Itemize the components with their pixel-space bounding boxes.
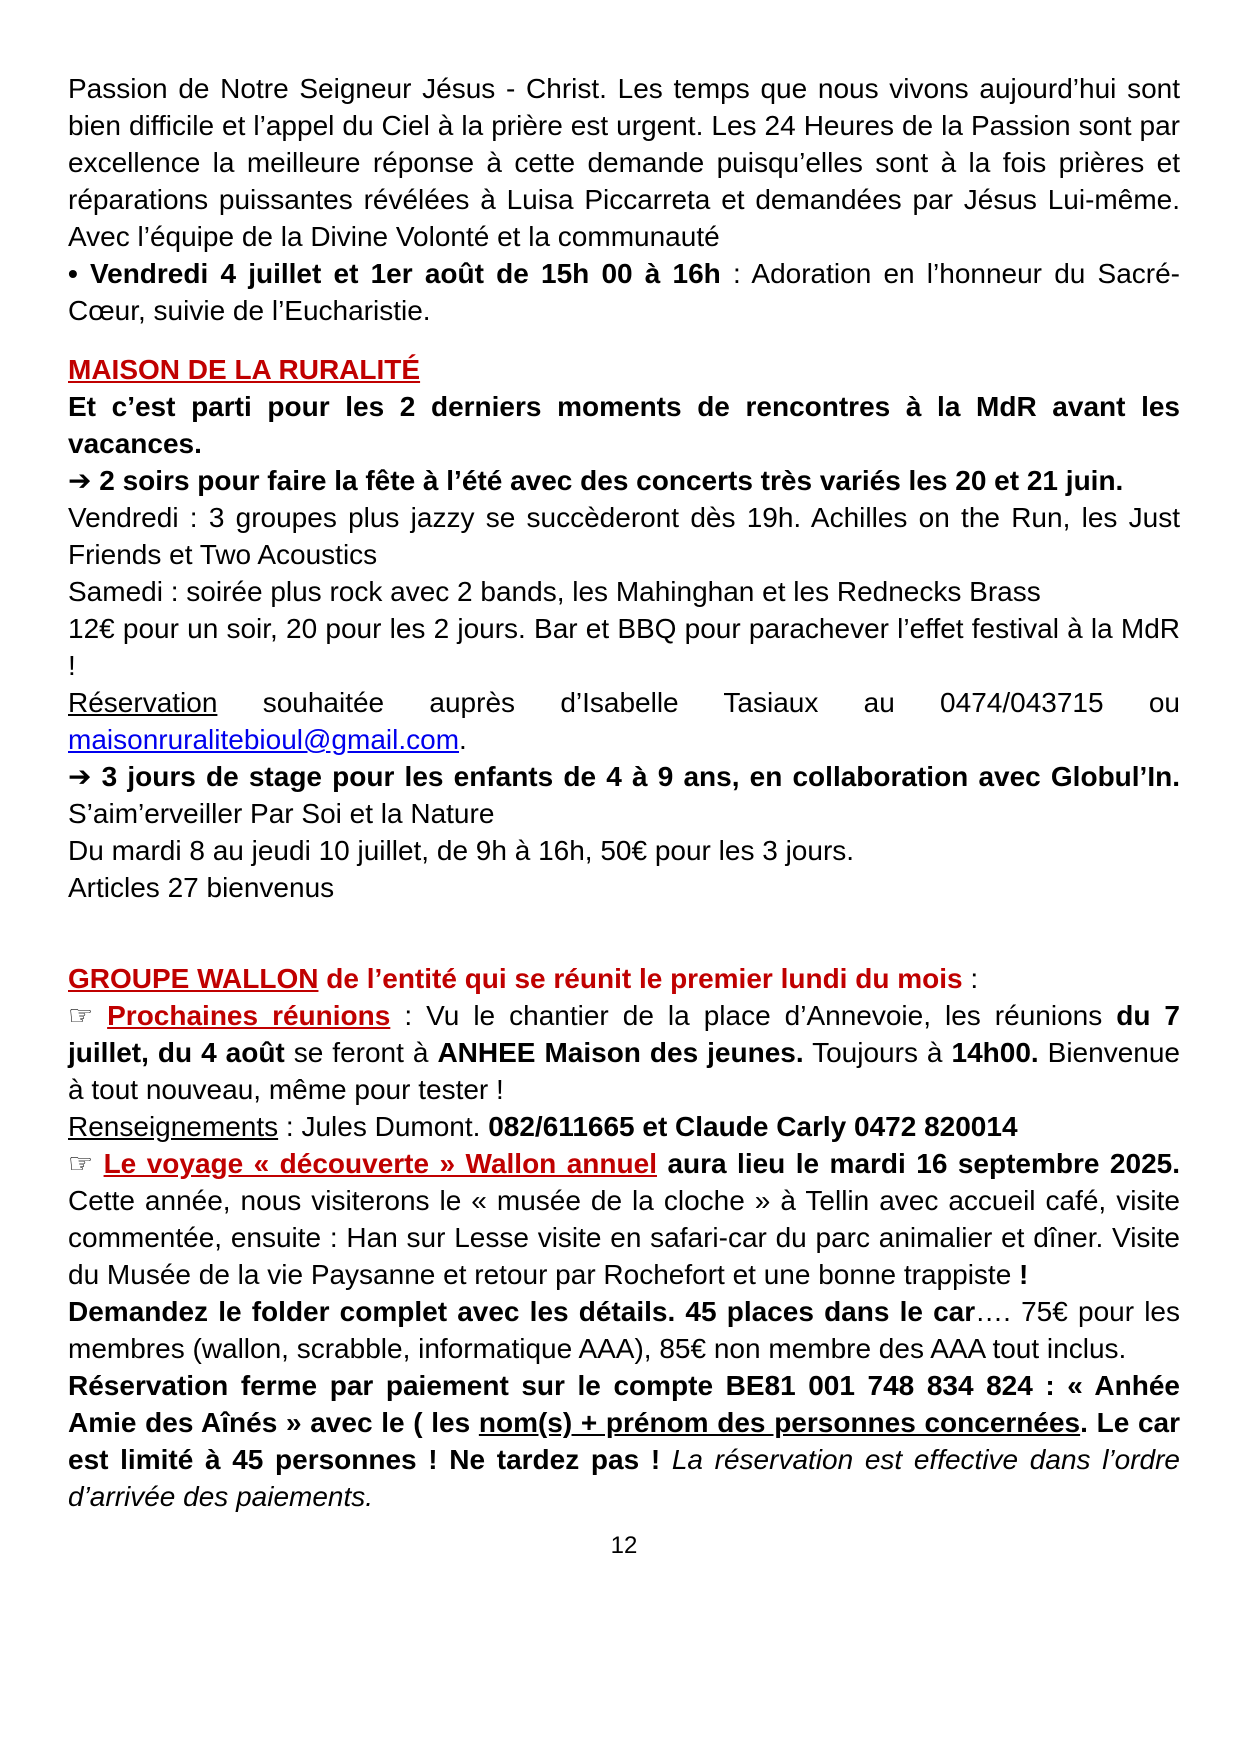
reservation-ferme-paragraph-run-0: Réservation ferme par paiement sur le compte BE81 001 748 834 824 : « Anhée Amie des Aînés » avec le ( les: [68, 1370, 1180, 1438]
concerts-item-run-1: 2 soirs pour faire la fête à l’été avec des concerts très variés les 20 et 21 juin.: [99, 465, 1124, 496]
stage-dates-line: [68, 832, 1180, 869]
reunions-item-run-3: du 7 juillet, du 4 août: [68, 1000, 1181, 1068]
vendredi-line: [68, 499, 1180, 573]
reservation-line-run-3: .: [459, 724, 467, 755]
paragraphs-container: [68, 70, 1180, 1515]
section-title: MAISON DE LA RURALITÉ: [68, 354, 421, 385]
samedi-line-run-0: Samedi : soirée plus rock avec 2 bands, les Mahinghan et les Rednecks Brass: [68, 576, 1041, 607]
pointing-hand-icon: ☞: [68, 1000, 108, 1031]
section-gap-2: [68, 906, 1180, 960]
reunions-item-run-6: Toujours à: [803, 1037, 952, 1068]
voyage-item-run-2: aura lieu le mardi 16 septembre 2025.: [656, 1148, 1180, 1179]
renseignements-line-run-2: 082/611665 et Claude Carly 0472 820014: [488, 1111, 1018, 1142]
stage-item-run-2: S’aim’erveiller Par Soi et la Nature: [68, 798, 495, 829]
reunions-item-run-8: Bienvenue à tout nouveau, même pour tester !: [68, 1037, 1180, 1105]
passion-paragraph-run-0: Passion de Notre Seigneur Jésus - Christ. Les temps que nous vivons aujourd’hui sont bien difficile et l’appel du Ciel à la prière est urgent. Les 24 Heures de la Passion sont par excellence la meilleure réponse à cette demande puisqu’elles sont à la fois prières et réparations puissantes révélées à Luisa Piccarreta et demandées par Jésus Lui-même. Avec l’équipe de la Divine Volonté et la communauté: [68, 73, 1180, 252]
voyage-item-run-4: !: [1011, 1259, 1029, 1290]
folder-line-run-1: …. 75€ pour les membres (wallon, scrabble, informatique AAA), 85€ non membre des AAA tout inclus.: [68, 1296, 1180, 1364]
voyage-title: Le voyage « découverte » Wallon annuel: [103, 1148, 657, 1179]
reunions-item-run-2: : Vu le chantier de la place d’Annevoie, les réunions: [390, 1000, 1117, 1031]
arrow-icon: ➔: [68, 761, 102, 792]
voyage-item: [68, 1145, 1180, 1293]
reunions-item-run-4: se feront à: [284, 1037, 438, 1068]
reservation-ferme-paragraph-run-1: nom(s) + prénom des personnes concernées: [478, 1407, 1081, 1438]
articles27-line: [68, 869, 1180, 906]
reservation-line-run-0: Réservation: [68, 687, 218, 718]
document-body: [68, 70, 1180, 1561]
groupe-wallon-heading: [68, 960, 1180, 997]
voyage-item-run-3: Cette année, nous visiterons le « musée de la cloche » à Tellin avec accueil café, visite commentée, ensuite : Han sur Lesse visite en safari-car du parc animalier et dîner. Visite du Musée de la vie Paysanne et retour par Rochefort et une bonne trappiste: [68, 1185, 1180, 1290]
section-gap-1: [68, 329, 1180, 351]
section-title: GROUPE WALLON: [68, 963, 319, 994]
mdr-intro: [68, 388, 1180, 462]
passion-paragraph: [68, 70, 1180, 255]
vendredi-line-run-0: Vendredi : 3 groupes plus jazzy se succèderont dès 19h. Achilles on the Run, les Just Friends et Two Acoustics: [68, 502, 1180, 570]
folder-line: [68, 1293, 1180, 1367]
maison-ruralite-heading: [68, 351, 1180, 388]
reunions-item: [68, 997, 1180, 1108]
prix-line-run-0: 12€ pour un soir, 20 pour les 2 jours. Bar et BBQ pour parachever l’effet festival à la MdR !: [68, 613, 1180, 681]
adoration-item: [68, 255, 1180, 329]
pointing-hand-icon: ☞: [68, 1148, 104, 1179]
prix-line: [68, 610, 1180, 684]
folder-line-run-0: Demandez le folder complet avec les détails. 45 places dans le car: [68, 1296, 976, 1327]
samedi-line: [68, 573, 1180, 610]
email-link[interactable]: maisonruralitebioul@gmail.com: [68, 724, 460, 755]
reunions-item-run-7: 14h00.: [951, 1037, 1039, 1068]
reunions-title: Prochaines réunions: [107, 1000, 391, 1031]
reservation-ferme-paragraph-run-2: . Le car est limité à 45 personnes ! Ne tardez pas !: [68, 1407, 1180, 1475]
concerts-item: [68, 462, 1180, 499]
renseignements-line: [68, 1108, 1180, 1145]
groupe-wallon-heading-run-1: de l’entité qui se réunit le premier lundi du mois: [318, 963, 963, 994]
groupe-wallon-heading-run-2: :: [962, 963, 979, 994]
page-number: 12: [610, 1532, 638, 1559]
stage-dates-line-run-0: Du mardi 8 au jeudi 10 juillet, de 9h à 16h, 50€ pour les 3 jours.: [68, 835, 855, 866]
adoration-item-run-1: : Adoration en l’honneur du Sacré-Cœur, suivie de l’Eucharistie.: [68, 258, 1180, 326]
reunions-item-run-5: ANHEE Maison des jeunes.: [437, 1037, 804, 1068]
stage-item-run-1: 3 jours de stage pour les enfants de 4 à 9 ans, en collaboration avec Globul’In.: [101, 761, 1180, 792]
reservation-ferme-paragraph-run-3: La réservation est effective dans l’ordre d’arrivée des paiements.: [68, 1444, 1181, 1512]
reservation-line-run-1: souhaitée auprès d’Isabelle Tasiaux au 0474/043715 ou: [217, 687, 1180, 718]
stage-item: [68, 758, 1180, 832]
reservation-line: [68, 684, 1180, 758]
mdr-intro-run-0: Et c’est parti pour les 2 derniers moments de rencontres à la MdR avant les vacances.: [68, 391, 1180, 459]
adoration-date-label: • Vendredi 4 juillet et 1er août de 15h 00 à 16h: [68, 258, 721, 289]
reservation-ferme-paragraph: [68, 1367, 1180, 1515]
arrow-icon: ➔: [68, 465, 100, 496]
articles27-line-run-0: Articles 27 bienvenus: [68, 872, 335, 903]
renseignements-line-run-1: : Jules Dumont.: [278, 1111, 489, 1142]
renseignements-line-run-0: Renseignements: [68, 1111, 279, 1142]
